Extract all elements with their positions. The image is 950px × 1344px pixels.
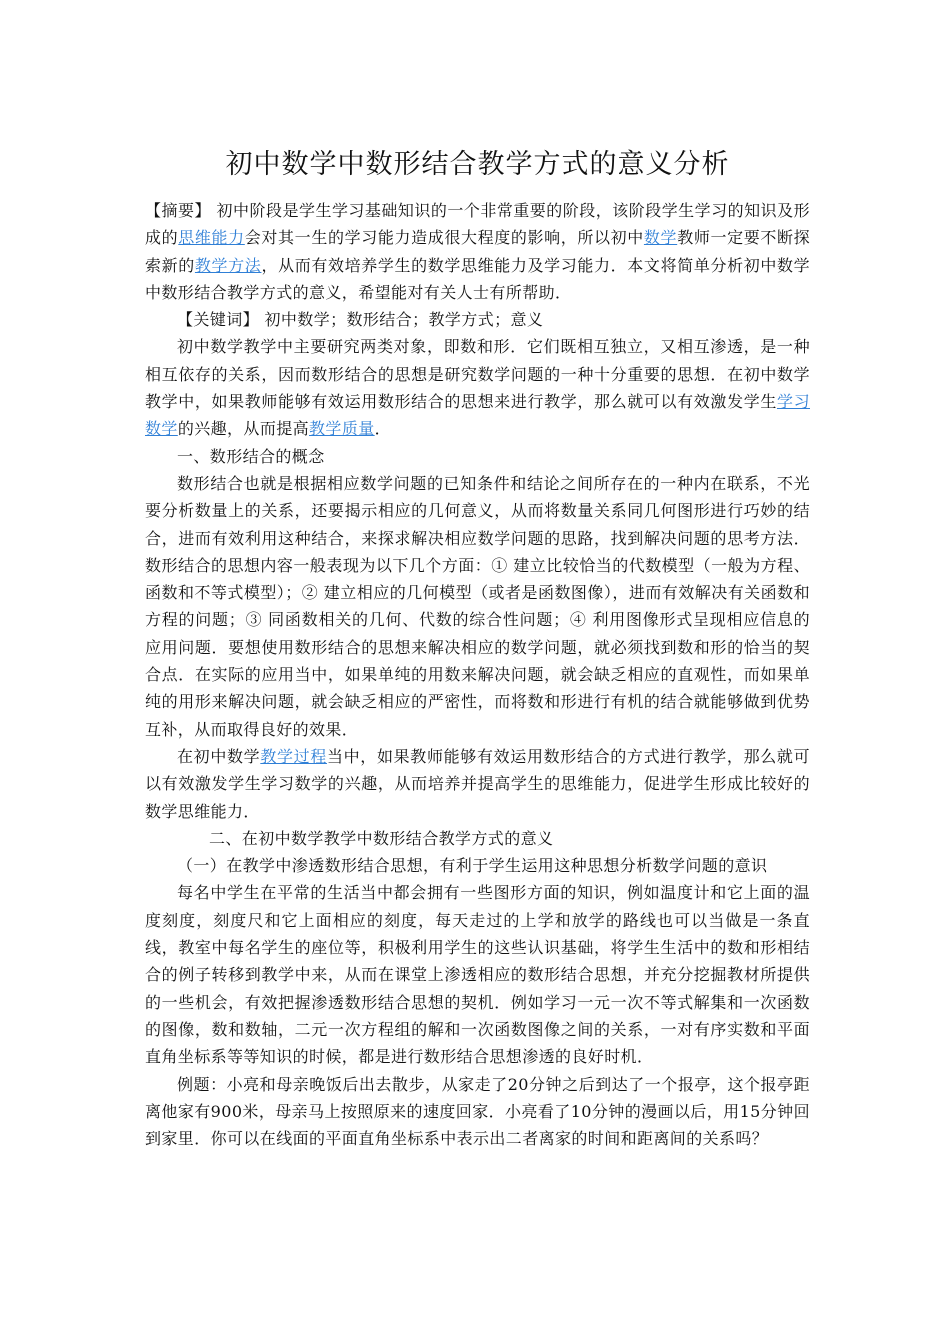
section1-p2-text-2: 当中，如果教师能够有效运用数形结合的方式进行教学，那么就可以有效激发学生学习数学的兴趣，从而培养并提高学生的思维能力，促进学生形成比较好的数学思维能力． [145,746,810,821]
section2-heading: 二、在初中数学教学中数形结合教学方式的意义 [209,828,554,848]
keywords-label: 【关键词】 [177,310,260,330]
section1-paragraph-1: 数形结合也就是根据相应数学问题的已知条件和结论之间所存在的一种内在联系，不光要分析数量上的关系，还要揭示相应的几何意义，从而将数量关系同几何图形进行巧妙的结合，进而有效利用这种结合，来探求解决相应数学问题的思路，找到解决问题的思考方法．数形结合的思想内容一般表现为以下几个方面：① 建立比较恰当的代数模型（一般为方程、函数和不等式模型）；② 建立相应的几何模型（或者是函数图像），进而有效解决有关函数和方程的问题；③ 同函数相关的几何、代数的综合性问题；④ 利用图像形式呈现相应信息的应用问题．要想使用数形结合的思想来解决相应的数学问题，就必须找到数和形的恰当的契合点．在实际的应用当中，如果单纯的用数来解决问题，就会缺乏相应的直观性，而如果单纯的用形来解决问题，就会缺乏相应的严密性，而将数和形进行有机的结合就能够做到优势互补，从而取得良好的效果． [145,473,810,739]
link-learning-math[interactable]: 学习数学 [145,392,810,439]
abstract-text-3: 教师一定要不断探索新的 [145,228,810,275]
section2-subheading-1: （一）在教学中渗透数形结合思想，有利于学生运用这种思想分析数学问题的意识 [177,856,768,876]
abstract-label: 【摘要】 [145,201,211,220]
page-title: 初中数学中数形结合教学方式的意义分析 [225,149,730,180]
section1-paragraph-2 [145,743,810,825]
intro-text-2: 的兴趣，从而提高 [177,419,310,439]
abstract-paragraph [145,197,810,306]
link-thinking-ability[interactable]: 思维能力 [178,228,245,248]
abstract-text-2: 会对其一生的学习能力造成很大程度的影响，所以初中 [244,228,644,248]
section1-p2-text-1: 在初中数学 [177,746,261,766]
abstract-text-1: 初中阶段是学生学习基础知识的一个非常重要的阶段，该阶段学生学习的知识及形成的 [145,201,810,248]
link-teaching-quality[interactable]: 教学质量 [309,419,375,439]
intro-paragraph [145,333,810,442]
intro-text-1: 初中数学教学中主要研究两类对象，即数和形．它们既相互独立，又相互渗透，是一种相互依存的关系，因而数形结合的思想是研究数学问题的一种十分重要的思想．在初中数学教学中，如果教师能够有效运用数形结合的思想来进行教学，那么就可以有效激发学生 [145,337,810,412]
keywords-paragraph [145,306,810,333]
section1-heading: 一、数形结合的概念 [177,446,325,466]
link-teaching-method[interactable]: 教学方法 [194,255,262,275]
link-teaching-process[interactable]: 教学过程 [260,746,327,766]
intro-text-3: ． [374,419,392,439]
section2-example-paragraph: 例题：小亮和母亲晚饭后出去散步，从家走了20分钟之后到达了一个报亭，这个报亭距离他家有900米，母亲马上按照原来的速度回家．小亮看了10分钟的漫画以后，用15分钟回到家里．你可以在线面的平面直角坐标系中表示出二者离家的时间和距离间的关系吗？ [145,1074,810,1149]
keywords-text: 初中数学；数形结合；教学方式；意义 [259,310,544,330]
abstract-text-4: ，从而有效培养学生的数学思维能力及学习能力．本文将简单分析初中数学中数形结合教学方式的意义，希望能对有关人士有所帮助． [145,255,811,302]
link-math[interactable]: 数学 [643,228,678,248]
document-page [145,145,810,1152]
section2-paragraph-1: 每名中学生在平常的生活当中都会拥有一些图形方面的知识，例如温度计和它上面的温度刻度，刻度尺和它上面相应的刻度，每天走过的上学和放学的路线也可以当做是一条直线，教室中每名学生的座位等，积极利用学生的这些认识基础，将学生生活中的数和形相结合的例子转移到教学中来，从而在课堂上渗透相应的数形结合思想，并充分挖掘教材所提供的一些机会，有效把握渗透数形结合思想的契机．例如学习一元一次不等式解集和一次函数的图像，数和数轴，二元一次方程组的解和一次函数图像之间的关系，一对有序实数和平面直角坐标系等等知识的时候，都是进行数形结合思想渗透的良好时机． [145,883,810,1067]
